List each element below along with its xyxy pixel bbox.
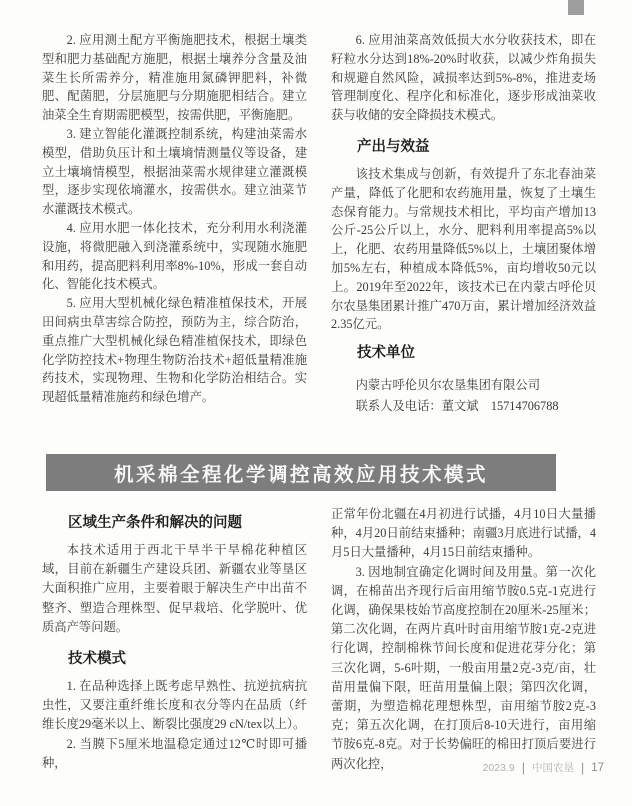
article1-paragraph-4: 4. 应用水肥一体化技术，充分利用水利浇灌设施，将微肥融入到浇灌系统中，实现随水施肥和用药，提高肥料利用率8%-10%，形成一套自动化、智能化技术模式。 bbox=[42, 220, 307, 292]
output-benefit-heading: 产出与效益 bbox=[357, 138, 430, 155]
article2-left-column bbox=[42, 511, 307, 773]
mode-paragraph-2: 2. 当膜下5厘米地温稳定通过12℃时即可播种， bbox=[42, 736, 307, 770]
article2-title-banner bbox=[46, 454, 556, 491]
footer-separator: | bbox=[521, 760, 525, 775]
article2-right-column bbox=[331, 505, 596, 774]
mode-paragraph-2-continuation: 正常年份北疆在4月初进行试播，4月10日大量播种，4月20日前结束播种；南疆3月底进行试播，4月5日大量播种，4月15日前结束播种。 bbox=[331, 507, 596, 560]
unit-contact-line: 联系人及电话：董文斌 15714706788 bbox=[355, 398, 559, 413]
page-footer bbox=[0, 760, 604, 775]
article1-paragraph-2: 2. 应用测土配方平衡施肥技术，根据土壤类型和肥力基础配方施肥，根据土壤养分含量及油菜生长所需养分，精准施用氮磷钾肥料，补微肥、配菌肥，分层施肥与分期施肥相结合。建立油菜全生育期需肥模型，按需供肥，平衡施肥。 bbox=[42, 33, 307, 123]
page-corner-marker bbox=[568, 0, 584, 15]
article1-left-column bbox=[42, 31, 307, 407]
region-conditions-paragraph: 本技术适用于西北干旱半干旱棉花种植区域，目前在新疆生产建设兵团、新疆农业等垦区大面积推广应用，主要着眼于解决生产中出苗不整齐、塑造合理株型、促早栽培、化学脱叶、优质高产等问题。 bbox=[42, 543, 307, 634]
footer-magazine-name: 中国农垦 bbox=[531, 762, 574, 774]
mode-paragraph-1: 1. 在品种选择上既考虑早熟性、抗逆抗病抗虫性，又要注重纤维长度和衣分等内在品质（纤维长度29毫米以上、断裂比强度29 cN/tex以上）。 bbox=[42, 679, 307, 732]
article1-right-column bbox=[331, 31, 596, 416]
technical-mode-heading: 技术模式 bbox=[68, 651, 126, 668]
article1-paragraph-6: 6. 应用油菜高效低损大水分收获技术，即在籽粒水分达到18%-20%时收获，以减少炸角损失和规避自然风险，减损率达到5%-8%，推进麦场管理制度化、程序化和标准化，逐步形成油菜收获与收储的安全降损技术模式。 bbox=[331, 33, 596, 123]
footer-issue: 2023.9 bbox=[482, 761, 515, 774]
footer-page-number: 17 bbox=[591, 761, 604, 774]
article1-paragraph-5: 5. 应用大型机械化绿色精准植保技术，开展田间病虫草害综合防控，预防为主，综合防治，重点推广大型机械化绿色精准植保技术，即绿色化学防控技术+物理生物防治技术+超低量精准施药技术，实现物理、生物和化学防治相结合。实现超低量精准施药和绿色增产。 bbox=[42, 296, 307, 405]
footer-separator: | bbox=[580, 760, 585, 775]
mode-paragraph-3: 3. 因地制宜确定化调时间及用量。第一次化调，在棉苗出齐现行后亩用缩节胺0.5克-1克进行化调，确保果枝始节高度控制在20厘米-25厘米；第二次化调，在两片真叶时亩用缩节胺1克-2克进行化调，控制棉株节间长度和促进花芽分化；第三次化调，5-6叶期，一般亩用量2克-3克/亩，壮苗用量偏下限，旺苗用量偏上限；第四次化调，蕾期，为塑造棉花理想株型，亩用缩节胺2克-3克；第五次化调，在打顶后8-10天进行，亩用缩节胺6克-8克。对于长势偏旺的棉田打顶后要进行两次化控， bbox=[331, 564, 596, 771]
article1-paragraph-3: 3. 建立智能化灌溉控制系统，构建油菜需水模型，借助负压计和土壤墒情测量仪等设备，建立土壤墒情模型，根据油菜需水规律建立灌溉模型，逐步实现依墒灌水，按需供水。建立油菜节水灌溉技术模式。 bbox=[42, 126, 307, 217]
output-benefit-paragraph: 该技术集成与创新，有效提升了东北春油菜产量，降低了化肥和农药施用量，恢复了土壤生态保育能力。与常规技术相比，平均亩产增加13公斤-25公斤以上，水分、肥料利用率提高5%以上，化肥、农药用量降低5%以上，土壤团聚体增加5%左右，种植成本降低5%，亩均增收50元以上。2019年至2022年，该技术已在内蒙古呼伦贝尔农垦集团累计推广470万亩，累计增加经济效益2.35亿元。 bbox=[331, 166, 596, 332]
region-conditions-heading: 区域生产条件和解决的问题 bbox=[68, 515, 242, 531]
article2-title: 机采棉全程化学调控高效应用技术模式 bbox=[113, 463, 488, 486]
unit-name-line: 内蒙古呼伦贝尔农垦集团有限公司 bbox=[355, 378, 541, 393]
technical-unit-heading: 技术单位 bbox=[357, 345, 415, 362]
